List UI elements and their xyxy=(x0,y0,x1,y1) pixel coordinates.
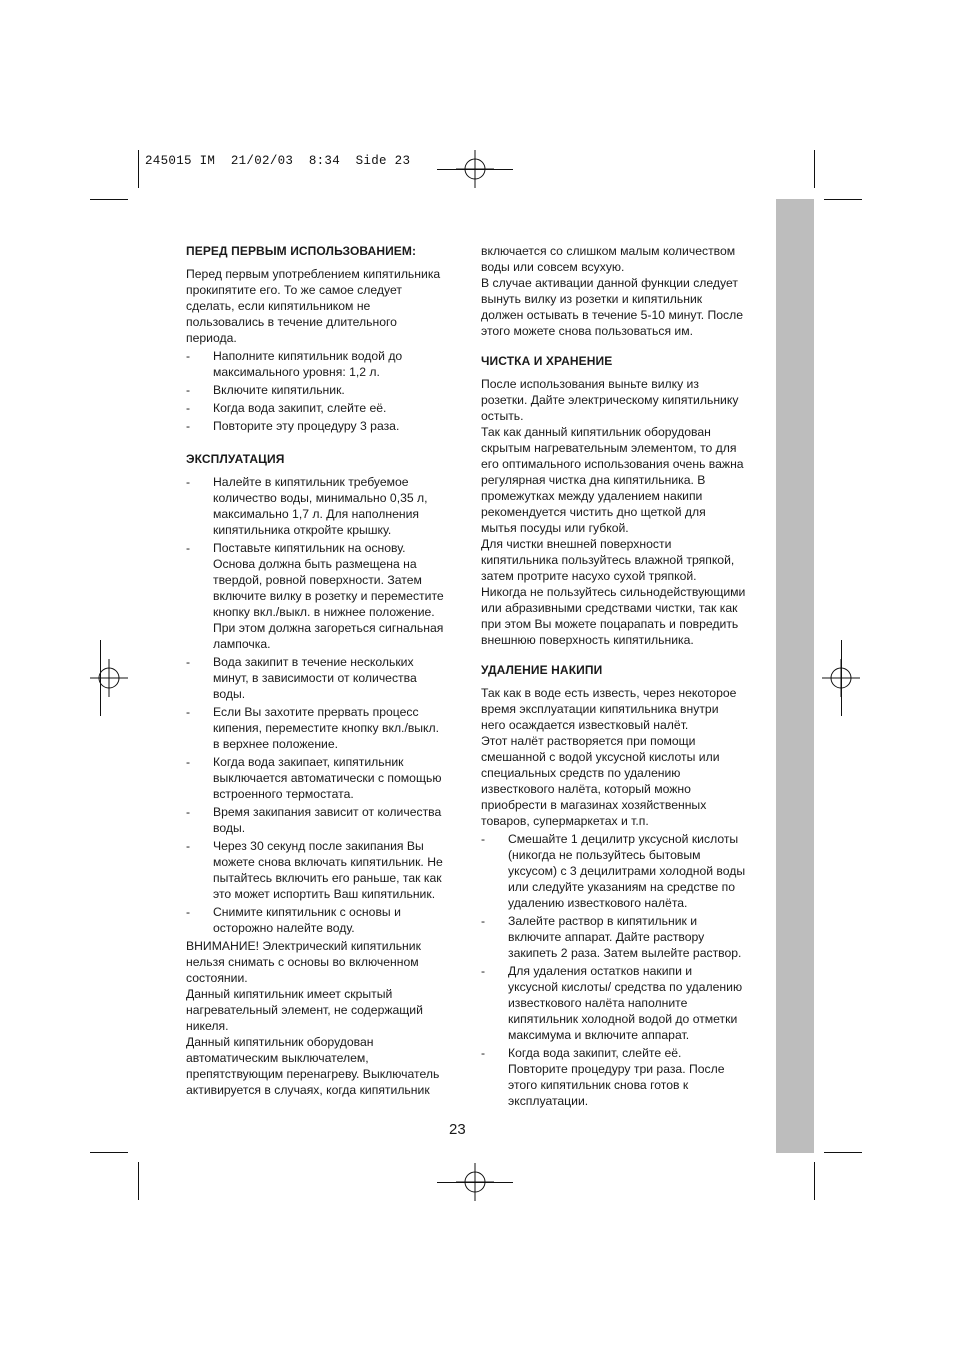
text-line: прокипятите его. То же самое следует xyxy=(186,283,402,297)
text-line: него осаждается известковый налёт. xyxy=(481,718,689,732)
text-line: пытайтесь включить его раньше, так как xyxy=(213,871,442,885)
text-line: Повторите процедуру три раза. После xyxy=(508,1062,725,1076)
text-line: Данный кипятильник имеет скрытый xyxy=(186,987,393,1001)
section-heading: ПЕРЕД ПЕРВЫМ ИСПОЛЬЗОВАНИЕМ: xyxy=(186,244,417,258)
text-line: Включите кипятильник. xyxy=(213,383,345,397)
text-line: эксплуатации. xyxy=(508,1094,589,1108)
dash: - xyxy=(186,541,191,555)
section-before-first-use xyxy=(186,243,462,434)
crop-mark xyxy=(814,150,815,188)
paragraph xyxy=(481,243,760,339)
text-line: количество воды, минимально 0,35 л, xyxy=(213,491,428,505)
list-item xyxy=(186,418,462,434)
text-line: Для чистки внешней поверхности xyxy=(481,537,672,551)
text-line: кнопку вкл./выкл. в нижнее положение. xyxy=(213,605,435,619)
text-line: Время закипания зависит от количества xyxy=(213,805,442,819)
text-line: осторожно налейте воду. xyxy=(213,921,355,935)
text-line: Никогда не пользуйтесь сильнодействующими xyxy=(481,585,746,599)
list-item xyxy=(186,804,462,836)
text-line: включите аппарат. Дайте раствору xyxy=(508,930,705,944)
text-line: этого можете снова пользоваться им. xyxy=(481,324,694,338)
text-line: Для удаления остатков накипи и xyxy=(508,964,693,978)
text-line: промежутках между удалением накипи xyxy=(481,489,703,503)
text-line: Так как данный кипятильник оборудован xyxy=(481,425,711,439)
text-line: включается со слишком малым количеством xyxy=(481,244,736,258)
dash: - xyxy=(186,401,191,415)
page-number: 23 xyxy=(449,1121,466,1138)
list-item xyxy=(481,963,760,1043)
text-line: никеля. xyxy=(186,1019,229,1033)
crop-mark xyxy=(824,1152,862,1153)
text-line: известкового налёта, который можно xyxy=(481,782,691,796)
crop-mark xyxy=(138,1162,139,1200)
text-line: должен остывать в течение 5-10 минут. После xyxy=(481,308,743,322)
section-heading: ЧИСТКА И ХРАНЕНИЕ xyxy=(481,354,613,368)
list-item xyxy=(481,913,760,961)
crop-mark xyxy=(138,150,139,188)
text-line: уксусом) с 3 децилитрами холодной воды xyxy=(508,864,746,878)
text-line: специальных средств по удалению xyxy=(481,766,681,780)
text-line: минут, в зависимости от количества xyxy=(213,671,417,685)
dash: - xyxy=(481,1046,486,1060)
text-line: Когда вода закипит, слейте её. xyxy=(508,1046,682,1060)
dash: - xyxy=(186,839,191,853)
list-item xyxy=(186,382,462,398)
side-tab xyxy=(776,199,814,1153)
crop-mark xyxy=(90,199,128,200)
registration-mark-icon xyxy=(90,659,128,697)
print-slug: 245015 IM 21/02/03 8:34 Side 23 xyxy=(145,154,411,168)
text-line: смешанной с водой уксусной кислоты или xyxy=(481,750,720,764)
text-line: внешнюю поверхность кипятильника. xyxy=(481,633,694,647)
section-descaling xyxy=(481,662,760,1109)
text-line: розетки. Дайте электрическому кипятильнику xyxy=(481,393,739,407)
list-item xyxy=(186,400,462,416)
dash: - xyxy=(481,964,486,978)
text-line: воды. xyxy=(213,821,246,835)
registration-mark-icon xyxy=(822,659,860,697)
text-line: воды. xyxy=(213,687,246,701)
text-line: это может испортить Ваш кипятильник. xyxy=(213,887,436,901)
text-line: Смешайте 1 децилитр уксусной кислоты xyxy=(508,832,739,846)
section-cleaning xyxy=(481,353,760,648)
dash: - xyxy=(186,655,191,669)
list-item xyxy=(186,474,462,538)
text-line: Вода закипит в течение нескольких xyxy=(213,655,414,669)
registration-mark-icon xyxy=(456,1163,494,1201)
text-line: В случае активации данной функции следует xyxy=(481,276,738,290)
dash: - xyxy=(481,832,486,846)
text-line: можете снова включать кипятильник. Не xyxy=(213,855,443,869)
text-line: в верхнее положение. xyxy=(213,737,339,751)
text-line: вынуть вилку из розетки и кипятильник xyxy=(481,292,703,306)
crop-mark xyxy=(824,199,862,200)
section-heading: УДАЛЕНИЕ НАКИПИ xyxy=(481,663,603,677)
text-line: Когда вода закипает, кипятильник xyxy=(213,755,404,769)
right-column xyxy=(481,243,760,1109)
text-line: включите вилку в розетку и переместите xyxy=(213,589,444,603)
text-line: остыть. xyxy=(481,409,524,423)
list-item xyxy=(186,540,462,652)
text-line: (никогда не пользуйтесь бытовым xyxy=(508,848,701,862)
registration-mark-icon xyxy=(456,150,494,188)
text-line: ВНИМАНИЕ! Электрический кипятильник xyxy=(186,939,421,953)
text-line: известкового налёта наполните xyxy=(508,996,688,1010)
text-line: максимума и включите аппарат. xyxy=(508,1028,690,1042)
text-line: или следуйте указаниям на средстве по xyxy=(508,880,735,894)
text-line: препятствующим перенагреву. Выключатель xyxy=(186,1067,440,1081)
text-line: кипения, переместите кнопку вкл./выкл. xyxy=(213,721,440,735)
dash: - xyxy=(186,419,191,433)
text-line: Перед первым употреблением кипятильника xyxy=(186,267,441,281)
dash: - xyxy=(186,905,191,919)
text-line: твердой, ровной поверхности. Затем xyxy=(213,573,422,587)
text-line: периода. xyxy=(186,331,237,345)
dash: - xyxy=(186,755,191,769)
left-column xyxy=(186,243,462,1098)
text-line: Наполните кипятильник водой до xyxy=(213,349,403,363)
dash: - xyxy=(186,349,191,363)
text-line: Если Вы захотите прервать процесс xyxy=(213,705,419,719)
text-line: Когда вода закипит, слейте её. xyxy=(213,401,387,415)
text-line: максимально 1,7 л. Для наполнения xyxy=(213,507,419,521)
text-line: время эксплуатации кипятильника внутри xyxy=(481,702,719,716)
crop-mark xyxy=(90,1152,128,1153)
text-line: Так как в воде есть известь, через некоторое xyxy=(481,686,737,700)
text-line: кипятильника пользуйтесь влажной тряпкой, xyxy=(481,553,735,567)
dash: - xyxy=(186,383,191,397)
list-item xyxy=(186,904,462,936)
text-line: лампочка. xyxy=(213,637,271,651)
text-line: мытья посуды или губкой. xyxy=(481,521,629,535)
text-line: воды или совсем всухую. xyxy=(481,260,625,274)
text-line: Снимите кипятильник с основы и xyxy=(213,905,401,919)
paragraph xyxy=(481,376,760,648)
dash: - xyxy=(186,475,191,489)
text-line: сделать, если кипятильником не xyxy=(186,299,371,313)
list-item xyxy=(186,754,462,802)
text-line: товаров, супермаркетах и т.п. xyxy=(481,814,649,828)
dash: - xyxy=(186,805,191,819)
text-line: состоянии. xyxy=(186,971,248,985)
text-line: При этом должна загореться сигнальная xyxy=(213,621,444,635)
text-line: Основа должна быть размещена на xyxy=(213,557,417,571)
text-line: приобрести в магазинах хозяйственных xyxy=(481,798,707,812)
text-line: Повторите эту процедуру 3 раза. xyxy=(213,419,400,433)
text-line: пользовались в течение длительного xyxy=(186,315,397,329)
paragraph xyxy=(186,938,462,1098)
text-line: выключается автоматически с помощью xyxy=(213,771,442,785)
dash: - xyxy=(186,705,191,719)
text-line: или абразивными средствами чистки, так как xyxy=(481,601,738,615)
text-line: максимального уровня: 1,2 л. xyxy=(213,365,380,379)
text-line: Поставьте кипятильник на основу. xyxy=(213,541,406,555)
list-item xyxy=(186,838,462,902)
text-line: Этот налёт растворяется при помощи xyxy=(481,734,696,748)
text-line: нельзя снимать с основы во включенном xyxy=(186,955,419,969)
text-line: затем протрите насухо сухой тряпкой. xyxy=(481,569,697,583)
list-item xyxy=(186,704,462,752)
text-line: уксусной кислоты/ средства по удалению xyxy=(508,980,743,994)
list-item xyxy=(481,1045,760,1109)
text-line: Через 30 секунд после закипания Вы xyxy=(213,839,424,853)
dash: - xyxy=(481,914,486,928)
list-item xyxy=(481,831,760,911)
text-line: скрытым нагревательным элементом, то для xyxy=(481,441,737,455)
text-line: встроенного термостата. xyxy=(213,787,354,801)
text-line: закипеть 2 раза. Затем вылейте раствор. xyxy=(508,946,742,960)
text-line: нагревательный элемент, не содержащий xyxy=(186,1003,423,1017)
crop-mark xyxy=(814,1162,815,1200)
text-line: регулярная чистка дна кипятильника. В xyxy=(481,473,706,487)
text-line: Залейте раствор в кипятильник и xyxy=(508,914,698,928)
text-line: этого кипятильник снова готов к xyxy=(508,1078,689,1092)
text-line: После использования выньте вилку из xyxy=(481,377,699,391)
paragraph xyxy=(481,685,760,829)
text-line: удалению известкового налёта. xyxy=(508,896,688,910)
text-line: рекомендуется чистить дно щеткой для xyxy=(481,505,706,519)
text-line: автоматическим выключателем, xyxy=(186,1051,369,1065)
text-line: активируется в случаях, когда кипятильник xyxy=(186,1083,430,1097)
paragraph xyxy=(186,266,462,346)
text-line: Налейте в кипятильник требуемое xyxy=(213,475,409,489)
text-line: Данный кипятильник оборудован xyxy=(186,1035,374,1049)
text-line: его оптимального использования очень важна xyxy=(481,457,744,471)
text-line: кипятильника откройте крышку. xyxy=(213,523,392,537)
list-item xyxy=(186,348,462,380)
section-heading: ЭКСПЛУАТАЦИЯ xyxy=(186,452,285,466)
text-line: кипятильник холодной водой до отметки xyxy=(508,1012,738,1026)
list-item xyxy=(186,654,462,702)
text-line: при этом Вы можете поцарапать и повредить xyxy=(481,617,739,631)
section-operation xyxy=(186,451,462,1098)
